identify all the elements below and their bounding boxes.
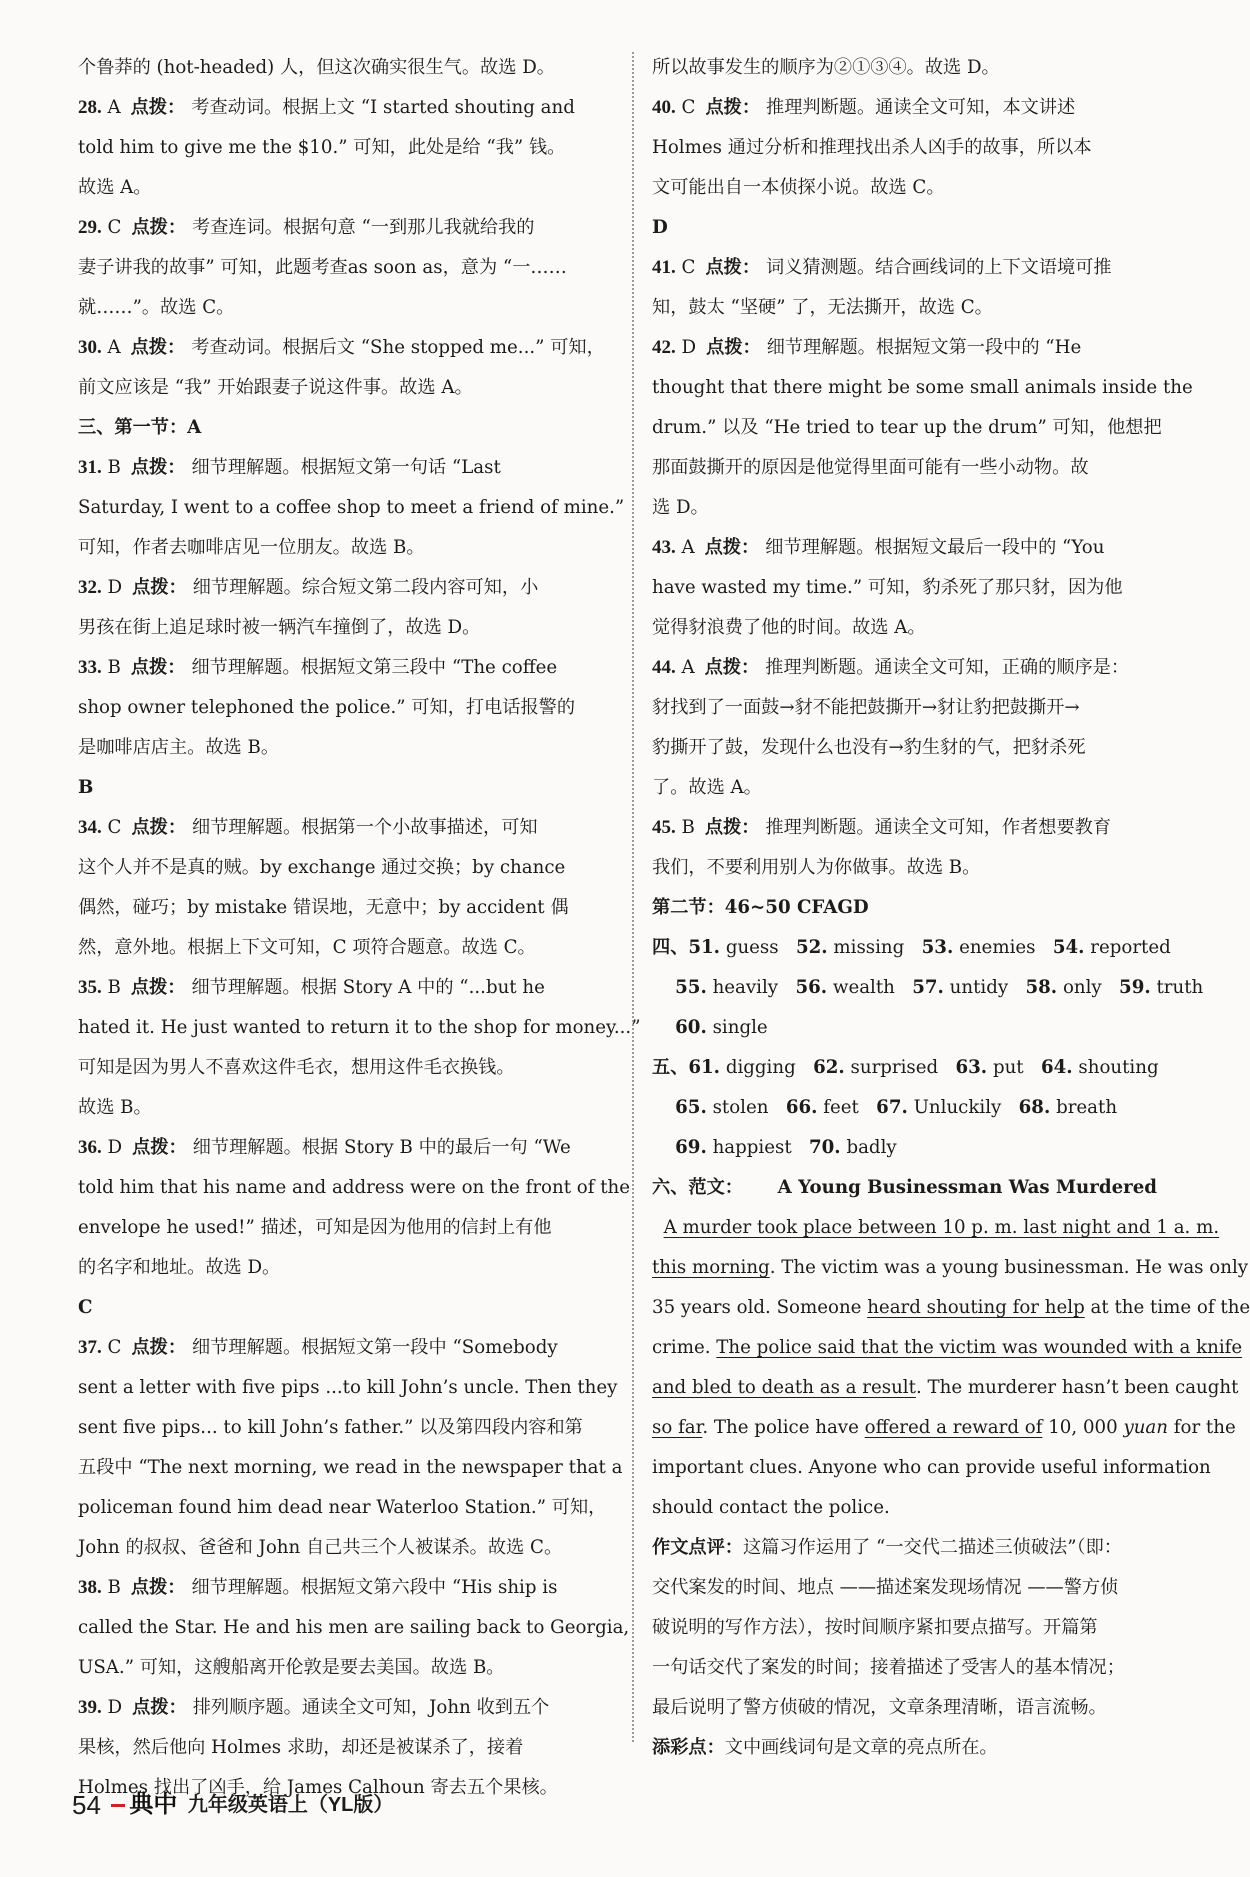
text-segment: 39. <box>78 1697 102 1718</box>
text-segment: sent a letter with five pips ...to kill John’s uncle. Then they <box>78 1377 618 1398</box>
text-segment: 细节理解题。根据短文第一句话 “Last <box>191 457 501 478</box>
text-line <box>78 1288 612 1328</box>
text-segment: 一句话交代了案发的时间；接着描述了受害人的基本情况； <box>652 1657 1125 1678</box>
text-segment: The police said that the victim was wounded with a knife <box>716 1337 1243 1358</box>
text-segment: A <box>675 537 695 558</box>
text-line <box>652 328 1184 368</box>
text-segment: sent five pips... to kill John’s father.” 以及第四段内容和第 <box>78 1417 583 1438</box>
right-column <box>652 48 1250 1768</box>
text-line <box>652 608 1184 648</box>
text-segment: crime. <box>652 1337 717 1358</box>
text-segment: A <box>101 337 121 358</box>
text-segment: enemies <box>953 937 1053 958</box>
text-line <box>78 368 612 408</box>
text-segment: 点拨： <box>130 457 186 478</box>
text-segment: 豺找到了一面鼓→豺不能把鼓撕开→豺让豹把鼓撕开→ <box>652 697 1080 718</box>
text-segment: 个鲁莽的 (hot-headed) 人，但这次确实很生气。故选 D。 <box>78 57 555 78</box>
text-segment: important clues. Anyone who can provide useful information <box>652 1457 1211 1478</box>
text-segment: 点拨： <box>704 657 760 678</box>
text-segment: Unluckily <box>907 1097 1019 1118</box>
text-segment: 66. <box>785 1097 818 1118</box>
text-line <box>78 1488 612 1528</box>
text-line <box>78 488 625 528</box>
text-line <box>78 1088 612 1128</box>
text-line <box>78 1048 612 1088</box>
book-title: 九年级英语上（YL版） <box>187 1794 394 1816</box>
text-segment: untidy <box>943 977 1026 998</box>
text-segment: 可知是因为男人不喜欢这件毛衣，想用这件毛衣换钱。 <box>78 1057 515 1078</box>
text-segment: this morning <box>652 1257 770 1278</box>
text-segment: 推理判断题。通读全文可知，正确的顺序是： <box>765 657 1130 678</box>
text-segment: 37. <box>78 1337 102 1358</box>
text-line <box>78 1368 618 1408</box>
text-line <box>78 888 612 928</box>
text-segment: 细节理解题。根据短文最后一段中的 “You <box>765 537 1105 558</box>
text-line <box>652 528 1184 568</box>
text-segment: single <box>706 1017 768 1038</box>
text-segment: 31. <box>78 457 102 478</box>
text-segment: told him to give me the $10.” 可知，此处是给 “我” 钱。 <box>78 137 566 158</box>
text-line <box>78 448 612 488</box>
text-segment: 点拨： <box>132 1697 187 1718</box>
text-segment: badly <box>840 1137 897 1158</box>
text-segment: 10, 000 <box>1042 1417 1124 1438</box>
text-segment: 点拨： <box>704 817 760 838</box>
text-segment: feet <box>817 1097 877 1118</box>
text-segment: 是咖啡店店主。故选 B。 <box>78 737 280 758</box>
text-line <box>652 688 1184 728</box>
text-segment: truth <box>1150 977 1204 998</box>
text-line <box>652 448 1184 488</box>
text-segment: 觉得豺浪费了他的时间。故选 A。 <box>652 617 926 638</box>
text-line <box>78 968 612 1008</box>
text-segment: 故选 B。 <box>78 1097 152 1118</box>
text-line <box>652 1568 1184 1608</box>
text-segment: Holmes 通过分析和推理找出杀人凶手的故事，所以本 <box>652 137 1092 158</box>
text-line <box>652 1408 1236 1448</box>
text-segment: 点拨： <box>132 1137 187 1158</box>
text-segment: 前文应该是 “我” 开始跟妻子说这件事。故选 A。 <box>78 377 473 398</box>
text-segment: 34. <box>78 817 102 838</box>
text-segment: 42. <box>652 337 676 358</box>
text-segment: stolen <box>706 1097 786 1118</box>
text-line <box>652 568 1184 608</box>
text-line <box>652 208 1184 248</box>
text-segment: 六、范文： <box>652 1177 743 1198</box>
text-segment: hated it. He just wanted to return it to the shop for money...” <box>78 1017 641 1038</box>
text-line <box>652 648 1184 688</box>
text-segment: 细节理解题。综合短文第二段内容可知，小 <box>192 577 539 598</box>
text-segment: 最后说明了警方侦破的情况，文章条理清晰，语言流畅。 <box>652 1697 1107 1718</box>
logo-accent-bar <box>111 1804 125 1807</box>
text-line <box>78 1328 612 1368</box>
text-segment: B <box>101 457 121 478</box>
text-segment: 推理判断题。通读全文可知，作者想要教育 <box>765 817 1112 838</box>
column-divider <box>632 52 634 1742</box>
text-line <box>652 1048 1184 1088</box>
text-segment: yuan <box>1123 1417 1168 1438</box>
text-segment: breath <box>1050 1097 1118 1118</box>
text-segment: 55. <box>675 977 707 998</box>
text-segment: John 的叔叔、爸爸和 John 自己共三个人被谋杀。故选 C。 <box>78 1537 563 1558</box>
text-segment: 点拨： <box>130 1577 186 1598</box>
page-number: 54 <box>72 1790 101 1820</box>
text-segment: for the <box>1167 1417 1236 1438</box>
text-segment: 了。故选 A。 <box>652 777 762 798</box>
text-segment: . The murderer hasn’t been caught <box>915 1377 1239 1398</box>
text-segment: 点拨： <box>130 657 186 678</box>
text-line <box>78 928 612 968</box>
text-line <box>652 768 1184 808</box>
text-segment: 64. <box>1040 1057 1073 1078</box>
text-segment: 四、51. <box>652 937 721 958</box>
text-segment: Saturday, I went to a coffee shop to meet a friend of mine.” <box>78 497 625 518</box>
text-segment: 细节理解题。根据短文第六段中 “His ship is <box>191 1577 558 1598</box>
text-segment: 妻子讲我的故事” 可知，此题考查as soon as，意为 “一…… <box>78 257 567 278</box>
text-segment: 44. <box>652 657 676 678</box>
text-segment: 41. <box>652 257 676 278</box>
text-segment: A <box>675 657 695 678</box>
text-line <box>78 1608 630 1648</box>
text-segment: should contact the police. <box>652 1497 890 1518</box>
text-line <box>652 1648 1184 1688</box>
left-column <box>78 48 641 1808</box>
text-segment: 67. <box>876 1097 908 1118</box>
text-line <box>78 1648 612 1688</box>
text-line <box>78 248 612 288</box>
text-segment: 所以故事发生的顺序为②①③④。故选 D。 <box>652 57 1000 78</box>
text-segment: 点拨： <box>131 217 187 238</box>
text-line <box>78 688 612 728</box>
text-segment: C <box>101 1337 122 1358</box>
text-segment: 70. <box>809 1137 841 1158</box>
text-line <box>78 408 612 448</box>
text-line <box>652 1608 1184 1648</box>
text-segment: 点拨： <box>130 337 186 358</box>
text-segment: put <box>987 1057 1041 1078</box>
text-segment: A Young Businessman Was Murdered <box>777 1177 1158 1198</box>
text-line <box>78 1248 612 1288</box>
text-line <box>652 1168 1184 1208</box>
text-line <box>652 368 1193 408</box>
text-line <box>78 608 612 648</box>
text-line <box>78 328 612 368</box>
text-segment: 排列顺序题。通读全文可知，John 收到五个 <box>192 1697 550 1718</box>
text-segment: 43. <box>652 537 676 558</box>
text-segment: at the time of the <box>1084 1297 1250 1318</box>
text-segment: heard shouting for help <box>867 1297 1085 1318</box>
text-line <box>652 1328 1243 1368</box>
text-line <box>652 1248 1249 1288</box>
text-segment: B <box>101 1577 121 1598</box>
text-line <box>652 288 1184 328</box>
text-segment: 45. <box>652 817 676 838</box>
text-segment: 65. <box>675 1097 707 1118</box>
text-line <box>78 48 612 88</box>
text-segment: 62. <box>813 1057 845 1078</box>
text-line <box>78 728 612 768</box>
text-segment: 点拨： <box>130 97 186 118</box>
text-line <box>652 808 1184 848</box>
text-segment: 58. <box>1025 977 1058 998</box>
text-segment: D <box>652 217 668 238</box>
text-line <box>78 1008 641 1048</box>
text-segment <box>652 1017 675 1038</box>
text-segment: 推理判断题。通读全文可知，本文讲述 <box>766 97 1076 118</box>
text-segment: 细节理解题。根据短文第一段中 “Somebody <box>192 1337 558 1358</box>
text-segment: 点拨： <box>705 97 761 118</box>
text-segment: 文可能出自一本侦探小说。故选 C。 <box>652 177 945 198</box>
text-line <box>78 768 612 808</box>
text-line <box>78 1408 612 1448</box>
text-segment: D <box>101 1697 123 1718</box>
text-segment: 点拨： <box>704 537 760 558</box>
text-segment: 29. <box>78 217 102 238</box>
text-line <box>78 1128 612 1168</box>
text-segment: D <box>675 337 697 358</box>
text-segment: digging <box>720 1057 814 1078</box>
text-segment: 57. <box>912 977 944 998</box>
text-segment: 破说明的写作方法），按时间顺序紧扣要点描写。开篇第 <box>652 1617 1098 1638</box>
text-segment: 第二节：46~50 CFAGD <box>652 897 869 918</box>
text-segment: 点拨： <box>705 257 761 278</box>
text-segment: shop owner telephoned the police.” 可知，打电话报警的 <box>78 697 576 718</box>
text-segment: 细节理解题。根据短文第三段中 “The coffee <box>191 657 558 678</box>
text-segment: wealth <box>827 977 913 998</box>
text-segment: D <box>101 577 123 598</box>
text-segment: 40. <box>652 97 676 118</box>
text-segment: told him that his name and address were on the front of the <box>78 1177 631 1198</box>
text-line <box>78 128 612 168</box>
text-segment: 知，鼓太 “坚硬” 了，无法撕开，故选 C。 <box>652 297 993 318</box>
text-line <box>652 128 1184 168</box>
text-segment: 点拨： <box>131 1337 187 1358</box>
text-line <box>78 88 612 128</box>
text-segment: shouting <box>1072 1057 1159 1078</box>
text-segment: 36. <box>78 1137 102 1158</box>
text-segment: 35. <box>78 977 102 998</box>
text-segment: 那面鼓撕开的原因是他觉得里面可能有一些小动物。故 <box>652 457 1089 478</box>
text-line <box>652 1288 1250 1328</box>
text-line <box>652 1488 1184 1528</box>
text-segment: 五、61. <box>652 1057 721 1078</box>
text-segment: thought that there might be some small animals inside the <box>652 377 1193 398</box>
text-segment: Holmes 找出了凶手，给 James Calhoun 寄去五个果核。 <box>78 1777 558 1798</box>
logo-text: 典中 <box>129 1791 178 1818</box>
text-line <box>652 248 1184 288</box>
text-segment: policeman found him dead near Waterloo Station.” 可知， <box>78 1497 607 1518</box>
text-segment: 68. <box>1018 1097 1051 1118</box>
text-segment: C <box>101 217 122 238</box>
text-segment: 文中画线词句是文章的亮点所在。 <box>724 1737 998 1758</box>
text-segment: . The police have <box>702 1417 865 1438</box>
text-segment: 交代案发的时间、地点 ——描述案发现场情况 ——警方侦 <box>652 1577 1119 1598</box>
text-segment: 考查动词。根据后文 “She stopped me...” 可知， <box>191 337 605 358</box>
text-line <box>78 1208 612 1248</box>
text-segment: guess <box>720 937 796 958</box>
text-segment: drum.” 以及 “He tried to tear up the drum” 可知，他想把 <box>652 417 1162 438</box>
text-segment <box>652 1217 664 1238</box>
text-segment: have wasted my time.” 可知，豹杀死了那只豺，因为他 <box>652 577 1123 598</box>
text-segment: 故选 A。 <box>78 177 152 198</box>
text-segment: D <box>101 1137 123 1158</box>
text-segment: reported <box>1084 937 1171 958</box>
text-segment: offered a reward of <box>864 1417 1043 1438</box>
text-line <box>652 168 1184 208</box>
text-segment: 54. <box>1052 937 1085 958</box>
text-segment: 细节理解题。根据短文第一段中的 “He <box>766 337 1082 358</box>
text-line <box>78 568 612 608</box>
brand-logo <box>111 1785 177 1825</box>
text-line <box>78 848 612 888</box>
text-line <box>652 1688 1184 1728</box>
text-segment: 63. <box>955 1057 988 1078</box>
text-segment: 考查连词。根据句意 “一到那儿我就给我的 <box>192 217 535 238</box>
text-line <box>78 648 612 688</box>
text-line <box>78 1728 612 1768</box>
text-segment: missing <box>827 937 922 958</box>
text-segment: 59. <box>1119 977 1151 998</box>
text-segment: 细节理解题。根据 Story A 中的 “...but he <box>191 977 545 998</box>
text-segment: envelope he used!” 描述，可知是因为他用的信封上有他 <box>78 1217 552 1238</box>
text-segment: 35 years old. Someone <box>652 1297 868 1318</box>
text-segment: only <box>1057 977 1120 998</box>
text-segment: C <box>675 97 696 118</box>
text-segment: 这篇习作运用了 “一交代二描述三侦破法”（即： <box>742 1537 1122 1558</box>
text-segment: C <box>675 257 696 278</box>
text-segment: and bled to death as a result <box>652 1377 916 1398</box>
text-line <box>78 528 612 568</box>
text-segment: 38. <box>78 1577 102 1598</box>
text-line <box>78 808 612 848</box>
text-segment: 选 D。 <box>652 497 709 518</box>
text-segment <box>652 1097 675 1118</box>
text-segment: 细节理解题。根据第一个小故事描述，可知 <box>192 817 538 838</box>
text-line <box>652 888 1184 928</box>
page-footer <box>72 1785 393 1825</box>
text-segment: 男孩在街上追足球时被一辆汽车撞倒了，故选 D。 <box>78 617 481 638</box>
text-segment: 60. <box>675 1017 707 1038</box>
text-segment: C <box>101 817 122 838</box>
text-line <box>652 1208 1220 1248</box>
text-segment: B <box>78 777 94 798</box>
text-segment: 33. <box>78 657 102 678</box>
text-segment: A <box>101 97 121 118</box>
text-line <box>78 168 612 208</box>
text-line <box>652 1528 1184 1568</box>
text-segment: 52. <box>795 937 828 958</box>
text-segment: 词义猜测题。结合画线词的上下文语境可推 <box>766 257 1112 278</box>
text-segment: 细节理解题。根据 Story B 中的最后一句 “We <box>192 1137 571 1158</box>
text-line <box>652 1128 1184 1168</box>
text-segment: 点拨： <box>706 337 761 358</box>
text-segment: 点拨： <box>131 817 187 838</box>
text-segment: happiest <box>706 1137 809 1158</box>
text-line <box>652 848 1184 888</box>
text-line <box>652 488 1184 528</box>
text-line <box>652 88 1184 128</box>
text-segment: 果核，然后他向 Holmes 求助，却还是被谋杀了，接着 <box>78 1737 524 1758</box>
text-segment: 点拨： <box>132 577 187 598</box>
text-segment: A murder took place between 10 p. m. last night and 1 a. m. <box>663 1217 1220 1238</box>
text-segment: heavily <box>706 977 796 998</box>
text-line <box>652 1008 1184 1048</box>
text-line <box>78 1568 612 1608</box>
text-line <box>78 288 612 328</box>
text-segment: B <box>675 817 695 838</box>
text-segment <box>652 977 675 998</box>
text-segment: 53. <box>921 937 954 958</box>
text-segment: surprised <box>844 1057 956 1078</box>
text-segment: C <box>78 1297 93 1318</box>
text-segment: B <box>101 977 121 998</box>
text-line <box>652 1448 1211 1488</box>
text-line <box>652 968 1204 1008</box>
text-segment: 三、第一节：A <box>78 417 202 438</box>
text-segment: 豹撕开了鼓，发现什么也没有→豹生豺的气，把豺杀死 <box>652 737 1086 758</box>
text-segment: 69. <box>675 1137 707 1158</box>
text-line <box>652 1368 1239 1408</box>
text-line <box>78 1528 612 1568</box>
text-line <box>78 1168 631 1208</box>
text-segment: 56. <box>795 977 828 998</box>
text-segment: 偶然，碰巧；by mistake 错误地，无意中；by accident 偶 <box>78 897 569 918</box>
text-segment: 的名字和地址。故选 D。 <box>78 1257 281 1278</box>
text-segment <box>743 1177 778 1198</box>
text-segment: 32. <box>78 577 102 598</box>
text-line <box>652 1728 1184 1768</box>
text-segment: 考查动词。根据上文 “I started shouting and <box>191 97 575 118</box>
text-segment: 就……”。故选 C。 <box>78 297 235 318</box>
text-segment: so far <box>652 1417 703 1438</box>
text-segment: 作文点评： <box>652 1537 743 1558</box>
text-segment: 可知，作者去咖啡店见一位朋友。故选 B。 <box>78 537 425 558</box>
text-line <box>78 1688 612 1728</box>
text-line <box>652 48 1184 88</box>
text-line <box>652 728 1184 768</box>
text-line <box>78 1448 623 1488</box>
text-segment: B <box>101 657 121 678</box>
text-segment: called the Star. He and his men are sailing back to Georgia, <box>78 1617 630 1638</box>
text-line <box>652 928 1184 968</box>
text-segment: 28. <box>78 97 102 118</box>
text-segment: 点拨： <box>130 977 186 998</box>
text-segment: . The victim was a young businessman. He was only <box>769 1257 1249 1278</box>
text-segment: 这个人并不是真的贼。by exchange 通过交换；by chance <box>78 857 566 878</box>
text-segment: 添彩点： <box>652 1737 725 1758</box>
text-segment: 30. <box>78 337 102 358</box>
text-segment <box>652 1137 675 1158</box>
text-line <box>652 408 1184 448</box>
text-segment: 我们，不要利用别人为你做事。故选 B。 <box>652 857 981 878</box>
text-segment: USA.” 可知，这艘船离开伦敦是要去美国。故选 B。 <box>78 1657 505 1678</box>
text-segment: 五段中 “The next morning, we read in the newspaper that a <box>78 1457 623 1478</box>
text-line <box>78 208 612 248</box>
text-line <box>652 1088 1184 1128</box>
text-segment: 然，意外地。根据上下文可知，C 项符合题意。故选 C。 <box>78 937 536 958</box>
